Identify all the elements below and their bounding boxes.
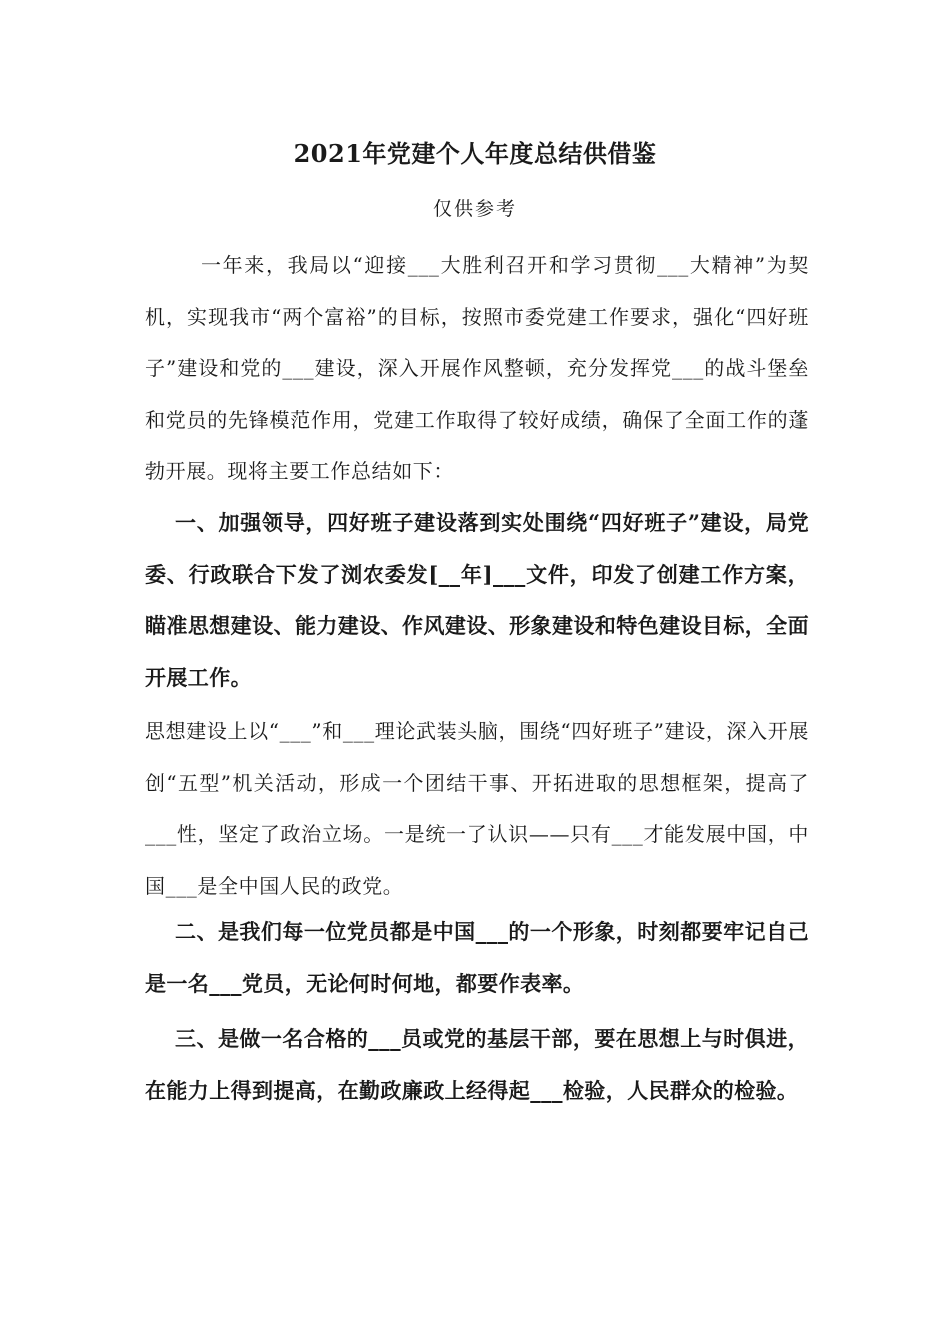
section-two-paragraph: 二、是我们每一位党员都是中国___的一个形象，时刻都要牢记自己是一名___党员，无论何时何地，都要作表率。 bbox=[145, 919, 809, 996]
intro-paragraph: 一年来，我局以“迎接___大胜利召开和学习贯彻___大精神”为契机，实现我市“两个富裕”的目标，按照市委党建工作要求，强化“四好班子”建设和党的___建设，深入开展作风整顿，充分发挥党___的战斗堡垒和党员的先锋模范作用，党建工作取得了较好成绩，确保了全面工作的蓬勃开展。现将主要工作总结如下： bbox=[145, 253, 809, 483]
thought-building-paragraph: 思想建设上以“___”和___理论武装头脑，围绕“四好班子”建设，深入开展创“五型”机关活动，形成一个团结干事、开拓进取的思想框架，提高了___性，坚定了政治立场。一是统一了认识——只有___才能发展中国，中国___是全中国人民的政党。 bbox=[145, 719, 809, 898]
document-subtitle: 仅供参考 bbox=[432, 198, 517, 220]
section-one-paragraph: 一、加强领导，四好班子建设落到实处围绕“四好班子”建设，局党委、行政联合下发了浏农委发[__年]___文件，印发了创建工作方案，瞄准思想建设、能力建设、作风建设、形象建设和特色建设目标，全面开展工作。 bbox=[145, 510, 809, 690]
document-title: 2021年党建个人年度总结供借鉴 bbox=[293, 139, 657, 168]
section-three-paragraph: 三、是做一名合格的___员或党的基层干部，要在思想上与时俱进，在能力上得到提高，在勤政廉政上经得起___检验，人民群众的检验。 bbox=[145, 1026, 809, 1103]
